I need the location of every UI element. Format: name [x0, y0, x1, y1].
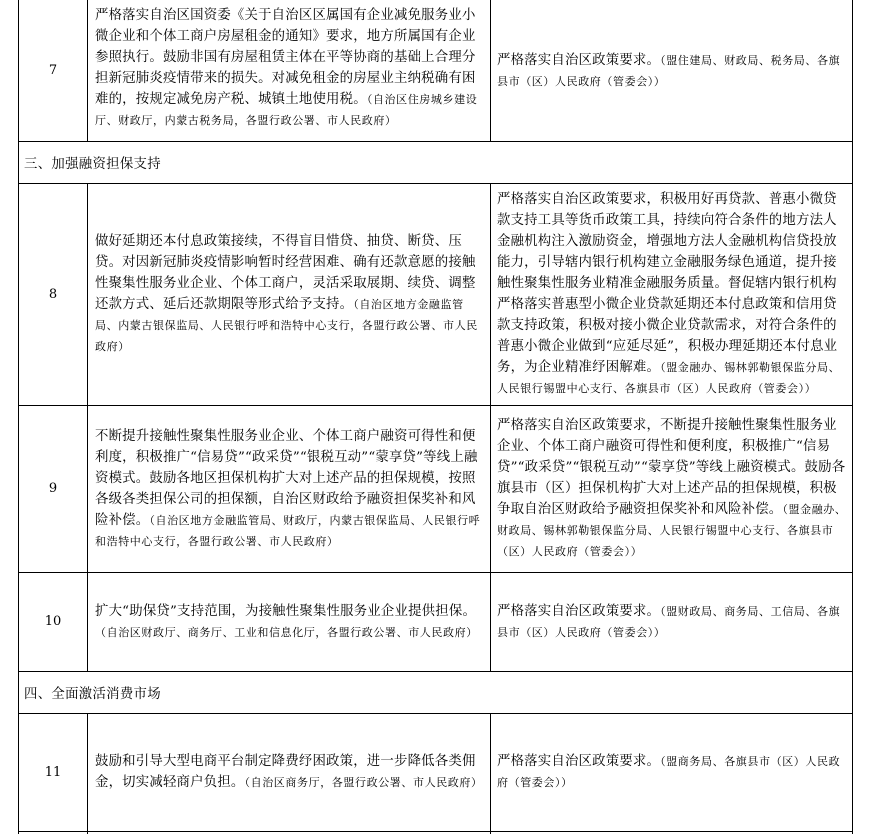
section-heading: 四、全面激活消费市场 [24, 686, 161, 702]
impl-cell [497, 572, 847, 671]
measure-cell [95, 183, 485, 405]
row-divider [18, 831, 853, 832]
measure-text [95, 231, 485, 357]
impl-body: 严格落实自治区政策要求。 [497, 52, 661, 68]
col-divider-impl [490, 0, 491, 141]
impl-body: 严格落实自治区政策要求，不断提升接触性聚集性服务业企业、个体工商户融资可得性和便利度，积极推广“信易贷”“政采贷”“银税互动”“蒙享贷”等线上融资模式。鼓励各旗县市（区）担保机构扩大对上述产品的担保规模，积极争取自治区财政给予融资担保奖补和风险补偿。 [497, 418, 846, 517]
impl-text [497, 751, 847, 793]
impl-text [497, 189, 847, 399]
responsible-units: （自治区住房城乡建设厅、财政厅，内蒙古税务局，各盟行政公署、市人民政府） [95, 92, 478, 127]
responsible-units: （盟住建局、财政局、税务局、各旗县市（区）人民政府（管委会）） [497, 53, 841, 88]
responsible-units: （自治区商务厅，各盟行政公署、市人民政府） [244, 776, 483, 789]
responsible-units: （自治区地方金融监管局、内蒙古银保监局、人民银行呼和浩特中心支行，各盟行政公署、市人民政府） [95, 298, 478, 353]
measure-cell [95, 0, 485, 141]
measure-text [95, 426, 485, 552]
impl-text [497, 50, 847, 92]
measure-body: 严格落实自治区国资委《关于自治区区属国有企业减免服务业小微企业和个体工商户房屋租金的通知》要求，地方所属国有企业参照执行。鼓励非国有房屋租赁主体在平等协商的基础上合理分担新冠肺炎疫情带来的损失。对减免租金的房屋业主纳税确有困难的，按规定减免房产税、城镇土地使用税。 [95, 7, 476, 107]
responsible-units: （盟财政局、商务局、工信局、各旗县市（区）人民政府（管委会）） [497, 604, 841, 639]
responsible-units: （自治区地方金融监管局、财政厅，内蒙古银保监局、人民银行呼和浩特中心支行，各盟行政公署、市人民政府） [95, 513, 481, 548]
measure-body: 不断提升接触性聚集性服务业企业、个体工商户融资可得性和便利度，积极推广“信易贷”“政采贷”“银税互动”“蒙享贷”等线上融资模式。鼓励各地区担保机构扩大对上述产品的担保规模，按照各级各类担保公司的担保额，自治区财政给予融资担保奖补和风险补偿。 [95, 428, 478, 528]
responsible-units: （盟金融办、锡林郭勒银保监分局、人民银行锡盟中心支行、各旗县市（区）人民政府（管委会）） [497, 361, 841, 395]
measure-body: 鼓励和引导大型电商平台制定降费纾困政策，进一步降低各类佣金，切实减轻商户负担。 [95, 754, 476, 790]
row-number: 10 [44, 614, 62, 629]
row-number: 9 [48, 481, 58, 496]
impl-body: 严格落实自治区政策要求。 [497, 603, 661, 619]
impl-text [497, 601, 847, 643]
measure-cell [95, 405, 485, 572]
col-divider-number [87, 0, 88, 141]
col-divider-impl [490, 713, 491, 834]
col-divider-number [87, 713, 88, 834]
col-divider-number [87, 183, 88, 671]
impl-text [497, 415, 847, 562]
row-number: 7 [48, 63, 58, 78]
measure-body: 扩大“助保贷”支持范围，为接触性聚集性服务业企业提供担保。 [95, 603, 477, 619]
section-heading: 三、加强融资担保支持 [24, 156, 161, 172]
responsible-units: （盟金融办、财政局、锡林郭勒银保监分局、人民银行锡盟中心支行、各旗县市（区）人民政府（管委会）） [497, 503, 847, 558]
measure-cell [95, 572, 485, 671]
measure-text [95, 751, 485, 793]
col-divider-impl [490, 183, 491, 671]
impl-cell [497, 0, 847, 141]
responsible-units: （盟商务局、各旗县市（区）人民政府（管委会）） [497, 755, 841, 789]
measure-text [95, 601, 485, 643]
responsible-units: （自治区财政厅、商务厅、工业和信息化厅，各盟行政公署、市人民政府） [95, 625, 478, 639]
impl-cell [497, 405, 847, 572]
impl-cell [497, 713, 847, 831]
measure-text [95, 5, 485, 131]
impl-body: 严格落实自治区政策要求。 [497, 754, 661, 769]
measure-body: 做好延期还本付息政策接续，不得盲目惜贷、抽贷、断贷、压贷。对因新冠肺炎疫情影响暂时经营困难、确有还款意愿的接触性聚集性服务业企业、个体工商户，灵活采取展期、续贷、调整还款方式、延后还款期限等形式给予支持。 [95, 234, 476, 312]
measure-cell [95, 713, 485, 831]
row-number: 11 [44, 764, 62, 780]
row-number: 8 [48, 286, 58, 302]
impl-body: 严格落实自治区政策要求，积极用好再贷款、普惠小微贷款支持工具等货币政策工具，持续向符合条件的地方法人金融机构注入激励资金，增强地方法人金融机构信贷投放能力，引导辖内银行机构建立金融服务绿色通道，提升接触性聚集性服务业精准金融服务质量。督促辖内银行机构严格落实普惠型小微企业贷款延期还本付息政策和信用贷款支持政策，积极对接小微企业贷款需求，对符合条件的普惠小微企业做到“应延尽延”，积极办理延期还本付息业务，为企业精准纾困解难。 [497, 192, 838, 375]
table-border-right [852, 0, 853, 834]
impl-cell [497, 183, 847, 405]
